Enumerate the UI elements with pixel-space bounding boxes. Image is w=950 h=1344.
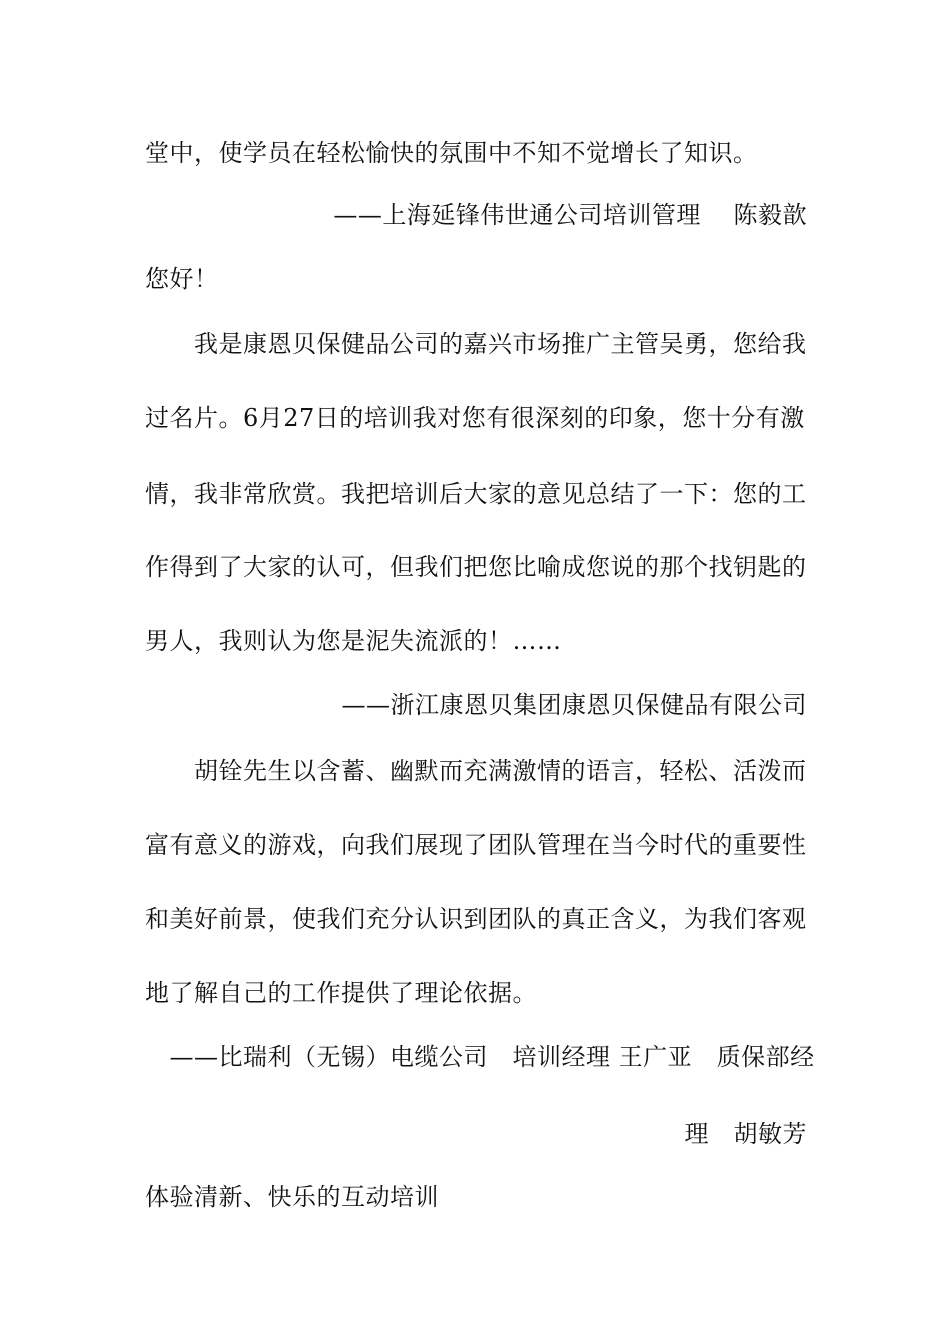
paragraph-line: 男人，我则认为您是泥失流派的！…… — [145, 627, 562, 655]
paragraph-line: 地了解自己的工作提供了理论依据。 — [145, 979, 537, 1007]
paragraph-line: 我是康恩贝保健品公司的嘉兴市场推广主管吴勇，您给我 — [145, 330, 807, 358]
attribution-line: ——上海延锋伟世通公司培训管理 陈毅歆 — [333, 201, 807, 229]
greeting-line: 您好！ — [145, 265, 219, 293]
paragraph-line: 堂中，使学员在轻松愉快的氛围中不知不觉增长了知识。 — [145, 139, 758, 167]
paragraph-line: 过名片。6月27日的培训我对您有很深刻的印象，您十分有激 — [145, 404, 805, 432]
paragraph-line: 情，我非常欣赏。我把培训后大家的意见总结了一下：您的工 — [145, 480, 807, 508]
paragraph-line: 胡铨先生以含蓄、幽默而充满激情的语言，轻松、活泼而 — [145, 757, 807, 785]
paragraph-line: 作得到了大家的认可，但我们把您比喻成您说的那个找钥匙的 — [145, 553, 807, 581]
attribution-line: 理 胡敏芳 — [684, 1120, 807, 1148]
attribution-line: ——比瑞利（无锡）电缆公司 培训经理 王广亚 质保部经 — [145, 1043, 815, 1071]
paragraph-line: 富有意义的游戏，向我们展现了团队管理在当今时代的重要性 — [145, 831, 807, 859]
attribution-line: ——浙江康恩贝集团康恩贝保健品有限公司 — [341, 691, 807, 719]
section-heading: 体验清新、快乐的互动培训 — [145, 1183, 439, 1211]
paragraph-line: 和美好前景，使我们充分认识到团队的真正含义，为我们客观 — [145, 905, 807, 933]
